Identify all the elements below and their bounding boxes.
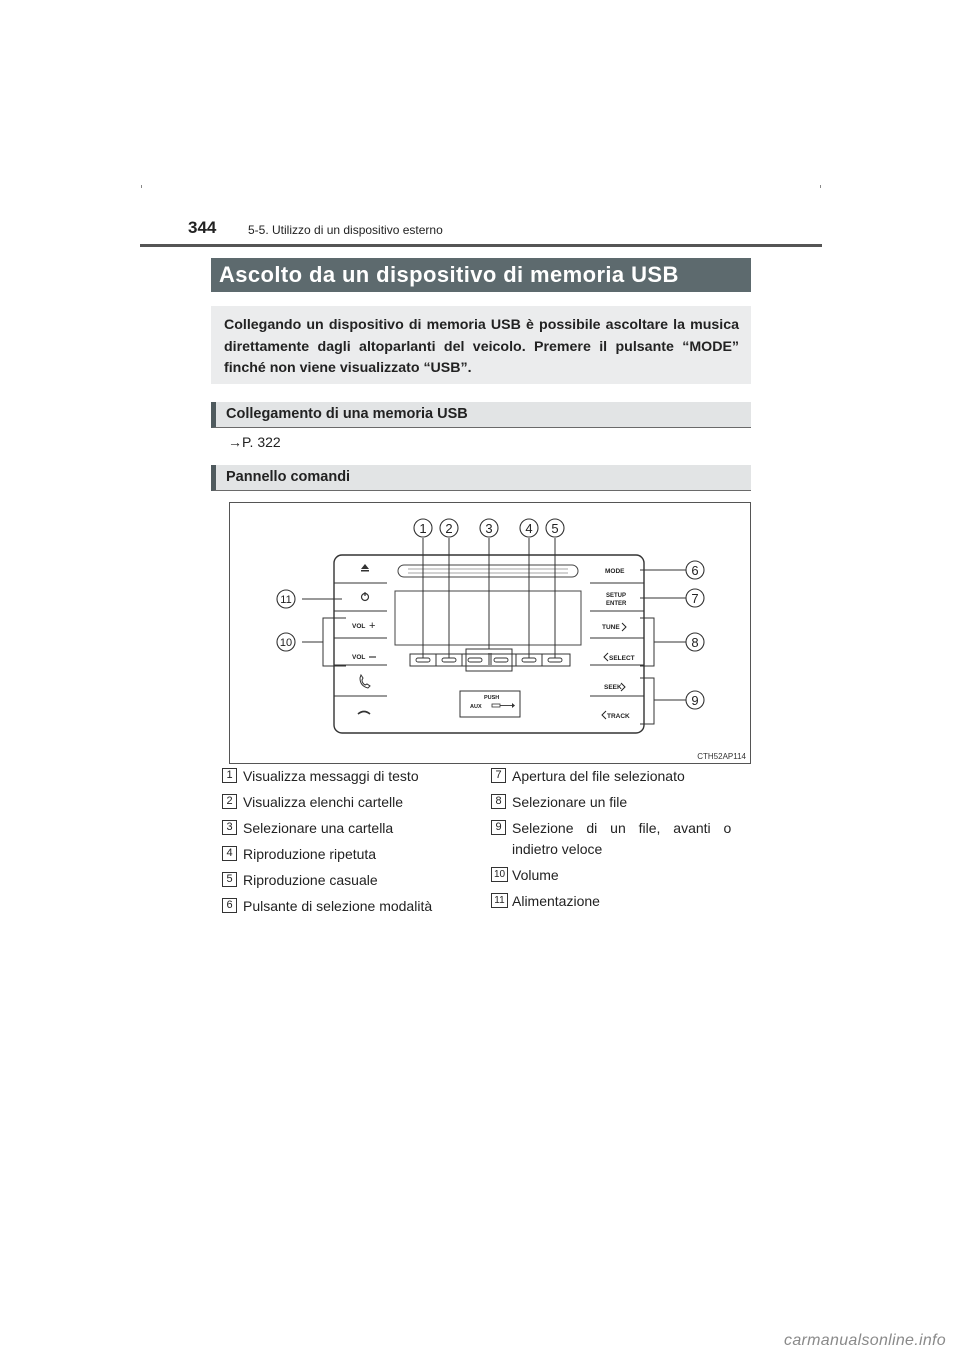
legend-text: Visualizza messaggi di testo — [243, 768, 419, 784]
plus-icon: + — [369, 620, 376, 632]
legend-text: indietro veloce — [512, 841, 603, 857]
legend-text: Apertura del file selezionato — [512, 768, 685, 784]
svg-text:11: 11 — [280, 594, 292, 606]
push-label: PUSH — [484, 695, 500, 701]
legend-text: Riproduzione ripetuta — [243, 846, 377, 862]
svg-text:4: 4 — [525, 521, 533, 536]
header-rule — [140, 244, 822, 247]
callout-4 — [520, 519, 538, 537]
aux-label: AUX — [470, 704, 482, 710]
control-panel-illustration — [230, 503, 750, 763]
page-reference: →P. 322 — [228, 434, 281, 450]
svg-text:9: 9 — [691, 693, 699, 708]
subheading-control-panel: Pannello comandi — [211, 465, 751, 491]
callout-11 — [277, 590, 295, 608]
callout-2 — [440, 519, 458, 537]
callout-6 — [686, 561, 704, 579]
svg-text:8: 8 — [691, 635, 699, 650]
vol-minus-label: VOL — [352, 654, 366, 661]
section-title: Ascolto da un dispositivo di memoria USB — [211, 258, 751, 292]
seek-label: SEEK — [604, 684, 622, 691]
legend-number: 1 — [222, 768, 237, 783]
crop-mark-right — [820, 185, 821, 188]
crop-mark-left — [141, 185, 142, 188]
watermark[interactable]: carmanualsonline.info — [784, 1332, 946, 1349]
svg-text:5: 5 — [551, 521, 559, 536]
callout-8 — [686, 633, 704, 651]
legend-number: 2 — [222, 794, 237, 809]
control-panel-figure — [229, 502, 751, 764]
legend-text: Visualizza elenchi cartelle — [243, 794, 404, 810]
vol-plus-label: VOL — [352, 623, 366, 630]
legend-number: 7 — [491, 768, 506, 783]
svg-text:6: 6 — [691, 563, 699, 578]
track-label: TRACK — [607, 713, 630, 720]
right-leaders — [640, 570, 686, 724]
callout-3 — [480, 519, 498, 537]
legend-text: Riproduzione casuale — [243, 872, 378, 888]
legend-number: 6 — [222, 898, 237, 913]
svg-text:1: 1 — [419, 521, 427, 536]
mode-label: MODE — [605, 568, 625, 575]
select-label: SELECT — [609, 655, 635, 662]
svg-text:7: 7 — [691, 591, 699, 606]
callout-1 — [414, 519, 432, 537]
legend-number: 5 — [222, 872, 237, 887]
svg-text:2: 2 — [445, 521, 453, 536]
figure-code: CTH52AP114 — [697, 752, 746, 761]
svg-text:3: 3 — [485, 521, 493, 536]
legend-text: Selezionare una cartella — [243, 820, 394, 836]
legend-text: Selezionare un file — [512, 794, 628, 810]
enter-label: ENTER — [606, 601, 627, 607]
callout-5 — [546, 519, 564, 537]
callout-7 — [686, 589, 704, 607]
cd-slot — [398, 565, 578, 577]
legend-number: 8 — [491, 794, 506, 809]
intro-text: Collegando un dispositivo di memoria USB è possibile ascoltare la musica direttamente dagli altoparlanti del veicolo. Premere il pulsante “MODE” finché non viene visualizzato “USB”. — [224, 317, 739, 376]
legend-text: Selezione di un file, avanti o — [512, 820, 732, 836]
legend-number: 10 — [491, 867, 508, 882]
legend-text: Volume — [512, 867, 559, 883]
legend-number: 9 — [491, 820, 506, 835]
intro-box — [211, 306, 751, 384]
subheading-connection: Collegamento di una memoria USB — [211, 402, 751, 428]
callout-10 — [277, 633, 295, 651]
legend-number: 3 — [222, 820, 237, 835]
running-header: 5-5. Utilizzo di un dispositivo esterno — [248, 223, 443, 237]
legend-number: 4 — [222, 846, 237, 861]
page-number: 344 — [188, 218, 217, 237]
legend-text: Alimentazione — [512, 893, 600, 909]
svg-text:10: 10 — [279, 637, 293, 649]
legend-number: 11 — [491, 893, 508, 908]
callout-9 — [686, 691, 704, 709]
tune-label: TUNE — [602, 624, 620, 631]
legend-text: Pulsante di selezione modalità — [243, 898, 433, 914]
setup-label: SETUP — [606, 593, 627, 599]
